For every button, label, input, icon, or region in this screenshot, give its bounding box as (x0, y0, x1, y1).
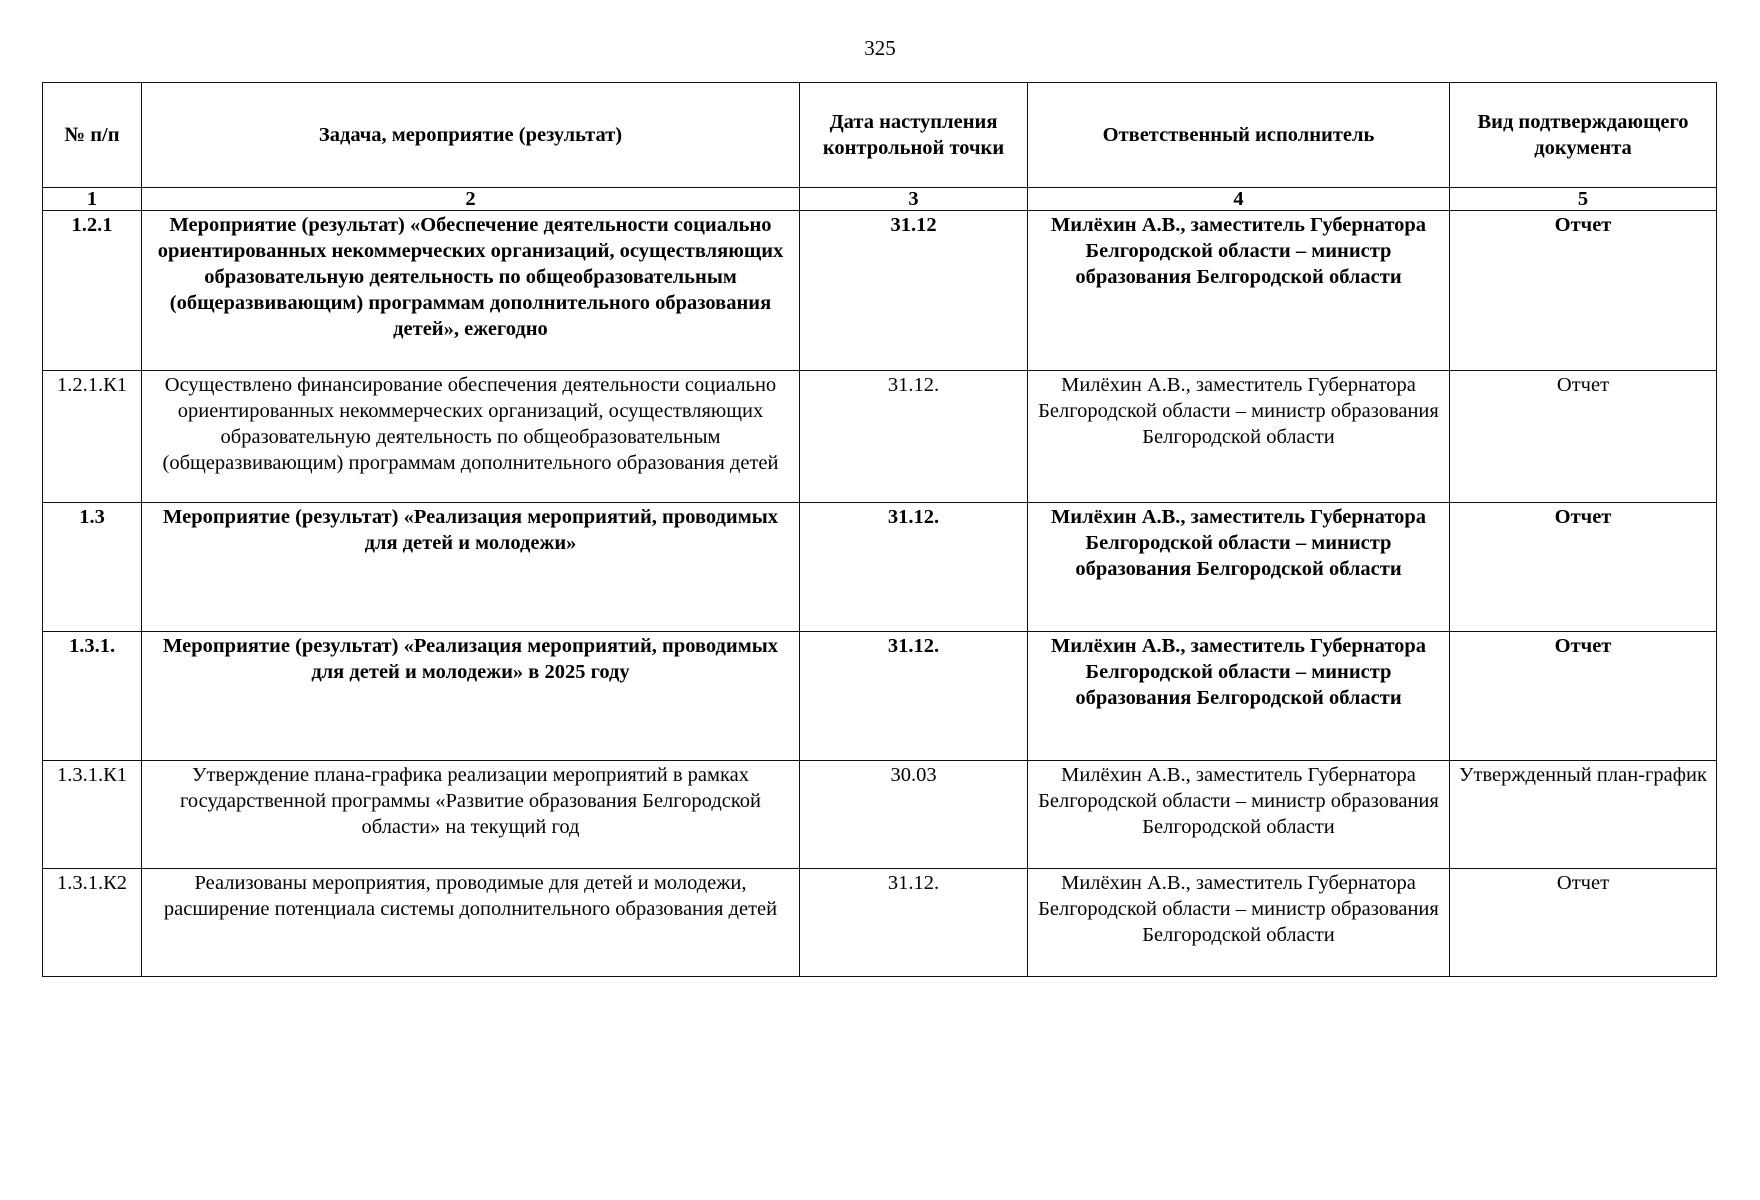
header-date: Дата наступления контрольной точки (800, 83, 1028, 188)
header-document: Вид подтверждающего документа (1450, 83, 1717, 188)
row-document: Отчет (1450, 371, 1717, 503)
row-number: 1.2.1 (43, 211, 142, 371)
table-row (43, 761, 1717, 869)
row-task: Мероприятие (результат) «Реализация мероприятий, проводимых для детей и молодежи» в 2025 году (142, 632, 800, 761)
column-number: 5 (1450, 188, 1717, 211)
header-row (43, 83, 1717, 188)
page-number: 325 (864, 36, 896, 60)
row-responsible: Милёхин А.В., заместитель Губернатора Белгородской области – министр образования Белгородской области (1028, 503, 1450, 632)
row-document: Отчет (1450, 503, 1717, 632)
row-number: 1.3.1. (43, 632, 142, 761)
header-task: Задача, мероприятие (результат) (142, 83, 800, 188)
row-number: 1.3 (43, 503, 142, 632)
row-document: Утвержденный план-график (1450, 761, 1717, 869)
row-task: Реализованы мероприятия, проводимые для детей и молодежи, расширение потенциала системы дополнительного образования детей (142, 869, 800, 977)
row-date: 31.12. (800, 869, 1028, 977)
row-date: 31.12. (800, 371, 1028, 503)
row-document: Отчет (1450, 869, 1717, 977)
row-document: Отчет (1450, 211, 1717, 371)
row-responsible: Милёхин А.В., заместитель Губернатора Белгородской области – министр образования Белгородской области (1028, 761, 1450, 869)
column-number: 4 (1028, 188, 1450, 211)
column-number: 3 (800, 188, 1028, 211)
row-responsible: Милёхин А.В., заместитель Губернатора Белгородской области – министр образования Белгородской области (1028, 869, 1450, 977)
row-responsible: Милёхин А.В., заместитель Губернатора Белгородской области – министр образования Белгородской области (1028, 632, 1450, 761)
row-task: Утверждение плана-графика реализации мероприятий в рамках государственной программы «Развитие образования Белгородской области» на текущий год (142, 761, 800, 869)
header-number: № п/п (43, 83, 142, 188)
row-task: Мероприятие (результат) «Реализация мероприятий, проводимых для детей и молодежи» (142, 503, 800, 632)
table-row (43, 211, 1717, 371)
table-row (43, 503, 1717, 632)
row-document: Отчет (1450, 632, 1717, 761)
row-task: Мероприятие (результат) «Обеспечение деятельности социально ориентированных некоммерческих организаций, осуществляющих образовательную деятельность по общеобразовательным (общеразвивающим) программам дополнительного образования детей», ежегодно (142, 211, 800, 371)
column-number: 1 (43, 188, 142, 211)
row-responsible: Милёхин А.В., заместитель Губернатора Белгородской области – министр образования Белгородской области (1028, 211, 1450, 371)
row-date: 30.03 (800, 761, 1028, 869)
row-date: 31.12 (800, 211, 1028, 371)
column-numbers-row (43, 188, 1717, 211)
row-task: Осуществлено финансирование обеспечения деятельности социально ориентированных некоммерческих организаций, осуществляющих образовательную деятельность по общеобразовательным (общеразвивающим) программам дополнительного образования детей (142, 371, 800, 503)
table-row (43, 632, 1717, 761)
column-number: 2 (142, 188, 800, 211)
row-number: 1.3.1.К1 (43, 761, 142, 869)
header-responsible: Ответственный исполнитель (1028, 83, 1450, 188)
row-date: 31.12. (800, 503, 1028, 632)
row-number: 1.3.1.К2 (43, 869, 142, 977)
table-row (43, 371, 1717, 503)
row-number: 1.2.1.К1 (43, 371, 142, 503)
control-points-table (42, 82, 1717, 977)
row-date: 31.12. (800, 632, 1028, 761)
table-row (43, 869, 1717, 977)
row-responsible: Милёхин А.В., заместитель Губернатора Белгородской области – министр образования Белгородской области (1028, 371, 1450, 503)
